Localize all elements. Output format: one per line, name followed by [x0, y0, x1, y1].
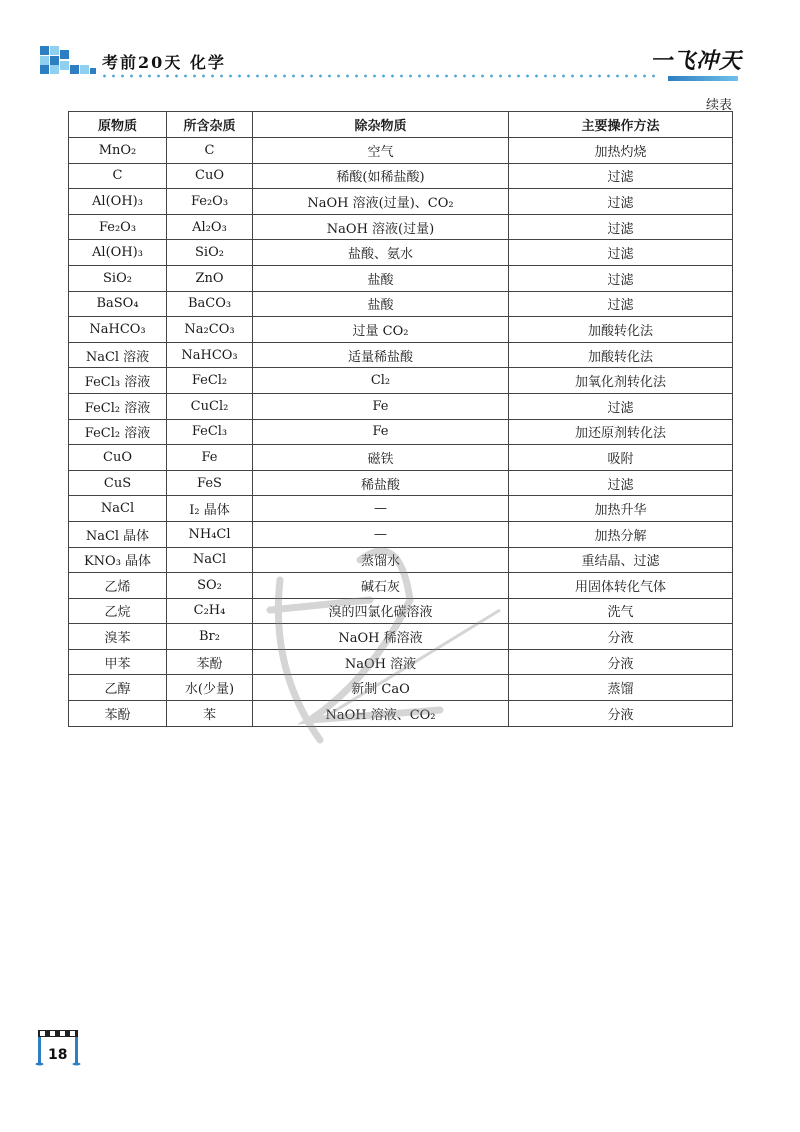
page-header	[0, 0, 800, 90]
table-row	[69, 291, 733, 317]
cell-method: 洗气	[509, 598, 733, 624]
cell-impurity: NaHCO₃	[167, 342, 253, 368]
cell-impurity: Br₂	[167, 624, 253, 650]
cell-substance: 苯酚	[69, 701, 167, 727]
cell-reagent: Fe	[253, 419, 509, 445]
cell-method: 过滤	[509, 470, 733, 496]
table-row	[69, 265, 733, 291]
cell-substance: MnO₂	[69, 138, 167, 164]
table-row	[69, 317, 733, 343]
cell-substance: C	[69, 163, 167, 189]
cell-impurity: FeCl₂	[167, 368, 253, 394]
cell-reagent: —	[253, 496, 509, 522]
cell-method: 过滤	[509, 240, 733, 266]
cell-reagent: Fe	[253, 393, 509, 419]
cell-method: 过滤	[509, 189, 733, 215]
cell-method: 分液	[509, 649, 733, 675]
cell-method: 过滤	[509, 163, 733, 189]
table-row	[69, 598, 733, 624]
cell-reagent: 稀酸(如稀盐酸)	[253, 163, 509, 189]
table-row	[69, 138, 733, 164]
cell-method: 加酸转化法	[509, 317, 733, 343]
column-header-method: 主要操作方法	[509, 112, 733, 138]
cell-impurity: 苯	[167, 701, 253, 727]
cell-substance: FeCl₃ 溶液	[69, 368, 167, 394]
cell-impurity: CuO	[167, 163, 253, 189]
cell-reagent: NaOH 溶液、CO₂	[253, 701, 509, 727]
cell-substance: 乙烯	[69, 573, 167, 599]
cell-reagent: 空气	[253, 138, 509, 164]
cell-impurity: Al₂O₃	[167, 214, 253, 240]
cell-substance: NaCl 溶液	[69, 342, 167, 368]
column-header-substance: 原物质	[69, 112, 167, 138]
brand-logo: 一飞冲天	[649, 49, 742, 74]
cell-substance: FeCl₂ 溶液	[69, 393, 167, 419]
table-row	[69, 240, 733, 266]
cell-substance: NaCl 晶体	[69, 521, 167, 547]
cell-reagent: NaOH 稀溶液	[253, 624, 509, 650]
cell-impurity: Na₂CO₃	[167, 317, 253, 343]
cell-impurity: 水(少量)	[167, 675, 253, 701]
cell-substance: 乙醇	[69, 675, 167, 701]
cell-reagent: NaOH 溶液(过量)	[253, 214, 509, 240]
cell-substance: Al(OH)₃	[69, 189, 167, 215]
table-row	[69, 393, 733, 419]
cell-substance: Fe₂O₃	[69, 214, 167, 240]
cell-impurity: Fe₂O₃	[167, 189, 253, 215]
cell-impurity: NaCl	[167, 547, 253, 573]
cell-reagent: 盐酸	[253, 265, 509, 291]
cell-method: 过滤	[509, 393, 733, 419]
cell-method: 过滤	[509, 265, 733, 291]
table-row	[69, 547, 733, 573]
cell-substance: Al(OH)₃	[69, 240, 167, 266]
cell-substance: BaSO₄	[69, 291, 167, 317]
cell-method: 分液	[509, 701, 733, 727]
checkered-squares-icon	[40, 46, 100, 74]
cell-substance: SiO₂	[69, 265, 167, 291]
cell-impurity: FeS	[167, 470, 253, 496]
cell-method: 过滤	[509, 291, 733, 317]
cell-substance: NaCl	[69, 496, 167, 522]
table-row	[69, 624, 733, 650]
table-header-row	[69, 112, 733, 138]
header-dotted-rule	[100, 74, 660, 78]
table-row	[69, 368, 733, 394]
table-row	[69, 573, 733, 599]
brand-underline	[668, 76, 738, 81]
cell-impurity: BaCO₃	[167, 291, 253, 317]
cell-method: 加热升华	[509, 496, 733, 522]
cell-reagent: 溴的四氯化碳溶液	[253, 598, 509, 624]
table-row	[69, 701, 733, 727]
table-row	[69, 445, 733, 471]
cell-method: 加酸转化法	[509, 342, 733, 368]
cell-method: 加氧化剂转化法	[509, 368, 733, 394]
table-row	[69, 521, 733, 547]
cell-reagent: NaOH 溶液	[253, 649, 509, 675]
cell-impurity: C₂H₄	[167, 598, 253, 624]
cell-substance: 甲苯	[69, 649, 167, 675]
cell-impurity: SiO₂	[167, 240, 253, 266]
cell-substance: 乙烷	[69, 598, 167, 624]
table-row	[69, 163, 733, 189]
cell-substance: 溴苯	[69, 624, 167, 650]
cell-reagent: 适量稀盐酸	[253, 342, 509, 368]
cell-reagent: —	[253, 521, 509, 547]
cell-reagent: 蒸馏水	[253, 547, 509, 573]
cell-reagent: 盐酸	[253, 291, 509, 317]
header-title: 考前20天 化学	[102, 53, 226, 72]
cell-impurity: Fe	[167, 445, 253, 471]
cell-method: 加热分解	[509, 521, 733, 547]
cell-substance: FeCl₂ 溶液	[69, 419, 167, 445]
cell-method: 重结晶、过滤	[509, 547, 733, 573]
table-row	[69, 419, 733, 445]
cell-reagent: NaOH 溶液(过量)、CO₂	[253, 189, 509, 215]
cell-method: 过滤	[509, 214, 733, 240]
table-row	[69, 214, 733, 240]
impurity-removal-table	[68, 111, 733, 727]
cell-impurity: NH₄Cl	[167, 521, 253, 547]
page-number: 18	[48, 1047, 68, 1063]
cell-impurity: SO₂	[167, 573, 253, 599]
table-caption: 续表	[705, 98, 732, 113]
cell-impurity: 苯酚	[167, 649, 253, 675]
cell-impurity: CuCl₂	[167, 393, 253, 419]
cell-reagent: 稀盐酸	[253, 470, 509, 496]
column-header-reagent: 除杂物质	[253, 112, 509, 138]
cell-substance: KNO₃ 晶体	[69, 547, 167, 573]
cell-reagent: 新制 CaO	[253, 675, 509, 701]
cell-impurity: C	[167, 138, 253, 164]
table-row	[69, 675, 733, 701]
cell-impurity: ZnO	[167, 265, 253, 291]
cell-substance: NaHCO₃	[69, 317, 167, 343]
cell-method: 分液	[509, 624, 733, 650]
cell-method: 蒸馏	[509, 675, 733, 701]
column-header-impurity: 所含杂质	[167, 112, 253, 138]
cell-impurity: I₂ 晶体	[167, 496, 253, 522]
cell-method: 吸附	[509, 445, 733, 471]
cell-substance: CuO	[69, 445, 167, 471]
cell-method: 用固体转化气体	[509, 573, 733, 599]
cell-substance: CuS	[69, 470, 167, 496]
cell-reagent: 碱石灰	[253, 573, 509, 599]
table-row	[69, 470, 733, 496]
table-row	[69, 496, 733, 522]
cell-reagent: 盐酸、氨水	[253, 240, 509, 266]
table-row	[69, 342, 733, 368]
cell-method: 加还原剂转化法	[509, 419, 733, 445]
cell-reagent: Cl₂	[253, 368, 509, 394]
cell-reagent: 过量 CO₂	[253, 317, 509, 343]
cell-impurity: FeCl₃	[167, 419, 253, 445]
table-row	[69, 649, 733, 675]
cell-reagent: 磁铁	[253, 445, 509, 471]
cell-method: 加热灼烧	[509, 138, 733, 164]
table-row	[69, 189, 733, 215]
